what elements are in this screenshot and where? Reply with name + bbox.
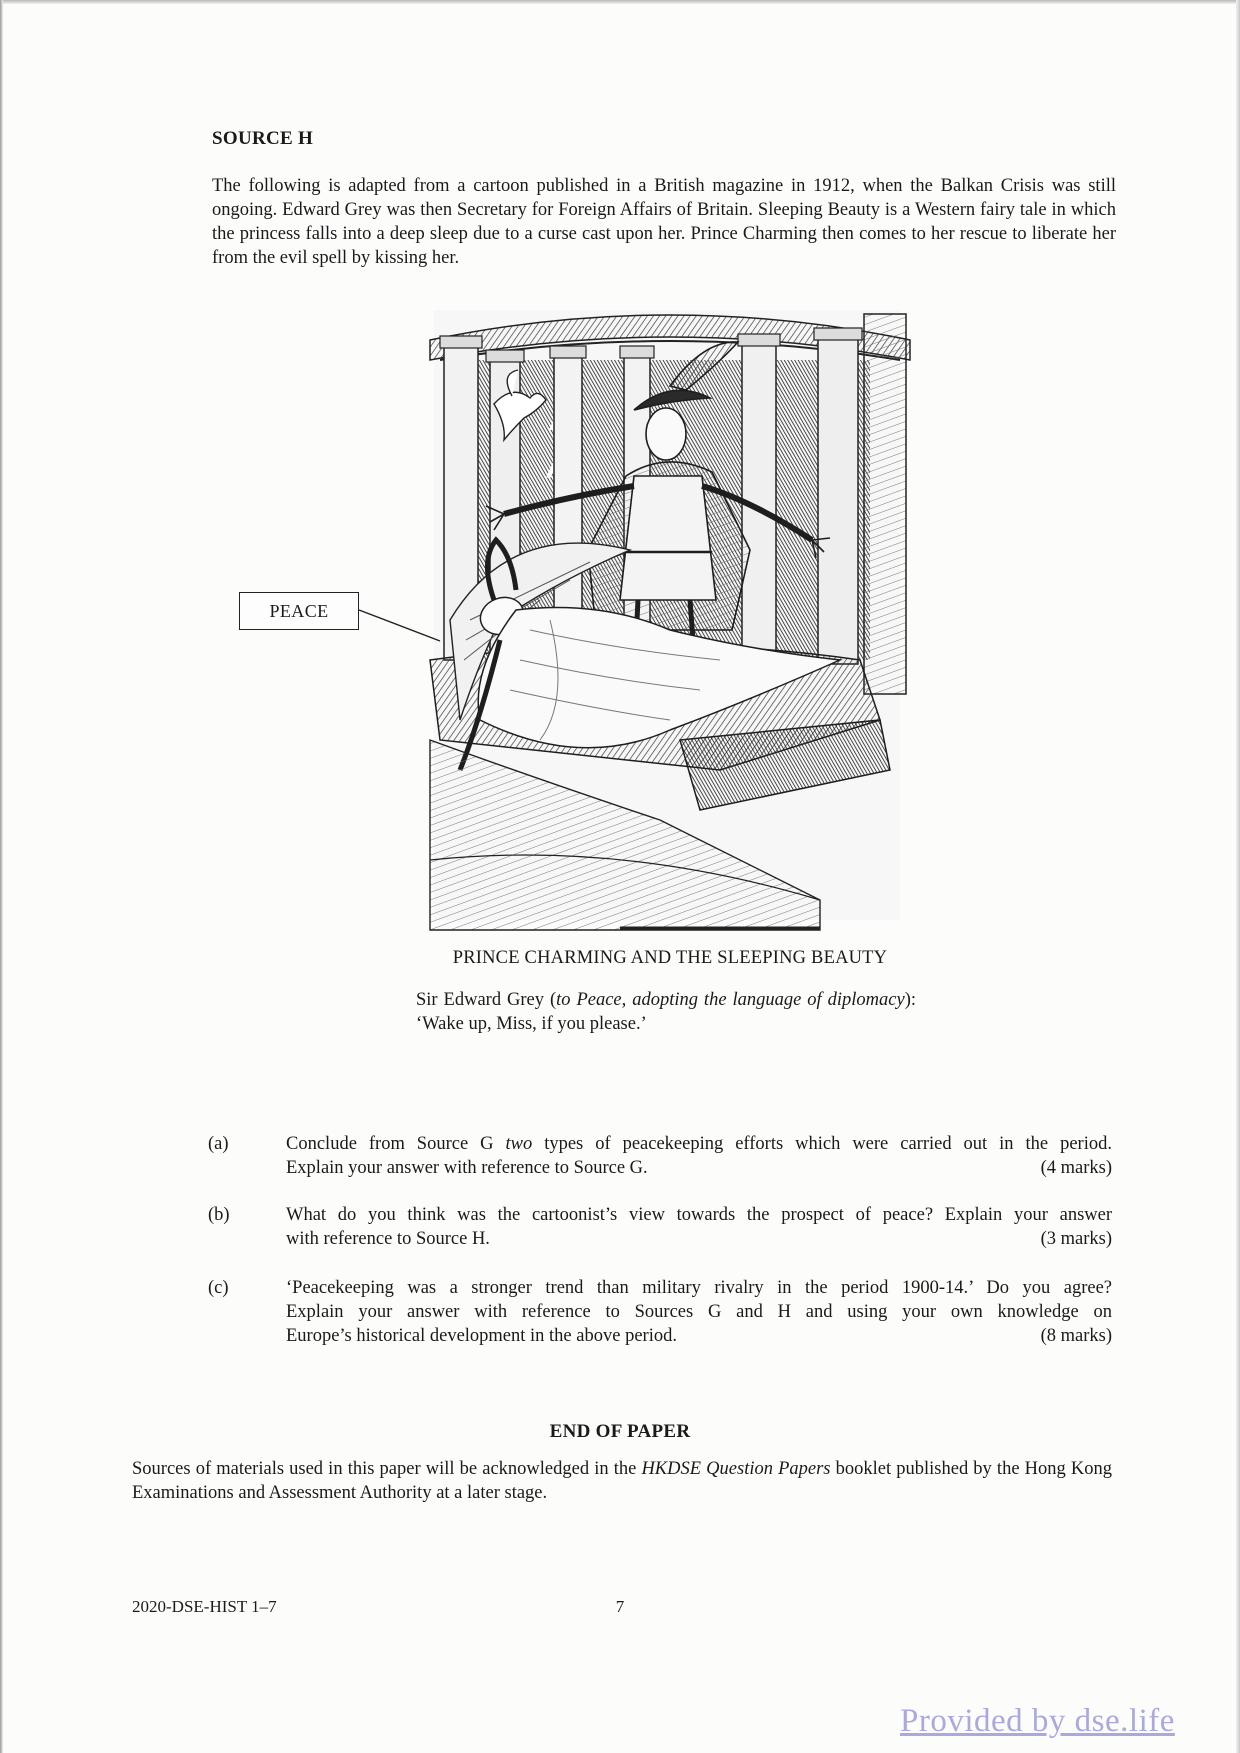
question-text: Explain your answer with reference to Sources G and H and using your own knowledge on bbox=[286, 1302, 1112, 1322]
caption-stage-direction: to Peace, adopting the language of diplomacy bbox=[556, 990, 905, 1010]
cartoon-illustration bbox=[420, 300, 920, 940]
ack-text-part: Sources of materials used in this paper will be acknowledged in the bbox=[132, 1459, 642, 1479]
question-line bbox=[286, 1324, 1112, 1348]
question-line bbox=[286, 1276, 1112, 1300]
question-body bbox=[286, 1132, 1112, 1180]
cartoon-title: PRINCE CHARMING AND THE SLEEPING BEAUTY bbox=[452, 948, 888, 968]
question-text bbox=[286, 1132, 1112, 1156]
scan-edge-top bbox=[0, 0, 1240, 4]
question-marks: (3 marks) bbox=[1040, 1229, 1112, 1249]
question-c bbox=[208, 1276, 1112, 1350]
source-heading: SOURCE H bbox=[212, 128, 314, 149]
caption-speaker: Sir Edward Grey ( bbox=[416, 990, 557, 1010]
cartoon-caption bbox=[416, 988, 916, 1036]
acknowledgement-text bbox=[132, 1457, 1112, 1505]
paper-code: 2020-DSE-HIST 1–7 bbox=[132, 1597, 277, 1616]
question-text: Europe’s historical development in the above period. bbox=[286, 1326, 677, 1346]
question-body bbox=[286, 1276, 1112, 1348]
end-of-paper-heading: END OF PAPER bbox=[549, 1421, 691, 1442]
ack-booklet-title: HKDSE Question Papers bbox=[641, 1459, 831, 1479]
question-line bbox=[286, 1300, 1112, 1324]
question-text: ‘Peacekeeping was a stronger trend than military rivalry in the period 1900-14.’ Do you agree? bbox=[286, 1278, 1112, 1298]
question-label: (a) bbox=[208, 1134, 229, 1154]
question-text: Explain your answer with reference to Source G. bbox=[286, 1158, 648, 1178]
question-a bbox=[208, 1132, 1112, 1182]
question-line bbox=[286, 1132, 1112, 1156]
question-line bbox=[286, 1203, 1112, 1227]
question-text-part: Conclude from Source G bbox=[286, 1134, 506, 1154]
scan-edge-left bbox=[0, 0, 3, 1753]
page-number: 7 bbox=[615, 1597, 625, 1616]
question-marks: (4 marks) bbox=[1040, 1158, 1112, 1178]
peace-label: PEACE bbox=[269, 600, 329, 621]
question-label: (b) bbox=[208, 1205, 230, 1225]
question-marks: (8 marks) bbox=[1040, 1326, 1112, 1346]
peace-label-box bbox=[239, 592, 359, 630]
question-text: with reference to Source H. bbox=[286, 1229, 490, 1249]
question-line bbox=[286, 1156, 1112, 1180]
question-emphasis: two bbox=[505, 1134, 533, 1154]
ack-text-part: booklet published by the Hong Kong Examinations and Assessment Authority at a later stage. bbox=[132, 1459, 1112, 1503]
source-intro-text: The following is adapted from a cartoon published in a British magazine in 1912, when the Balkan Crisis was still ongoing. Edward Grey was then Secretary for Foreign Affairs of Britain. Sleeping Beauty is a Western fairy tale in which the princess falls into a deep sleep due to a curse cast upon her. Prince Charming then comes to her rescue to liberate her from the evil spell by kissing her. bbox=[212, 176, 1116, 268]
question-body bbox=[286, 1203, 1112, 1251]
question-label: (c) bbox=[208, 1278, 229, 1298]
question-line bbox=[286, 1227, 1112, 1251]
question-text-part: types of peacekeeping efforts which were carried out in the period. bbox=[532, 1134, 1112, 1154]
caption-speech: ): ‘Wake up, Miss, if you please.’ bbox=[416, 990, 916, 1034]
question-b bbox=[208, 1203, 1112, 1253]
question-text: What do you think was the cartoonist’s view towards the prospect of peace? Explain your answer bbox=[286, 1205, 1112, 1225]
watermark-link[interactable]: Provided by dse.life bbox=[900, 1703, 1175, 1739]
scan-edge-right bbox=[1236, 0, 1240, 1753]
